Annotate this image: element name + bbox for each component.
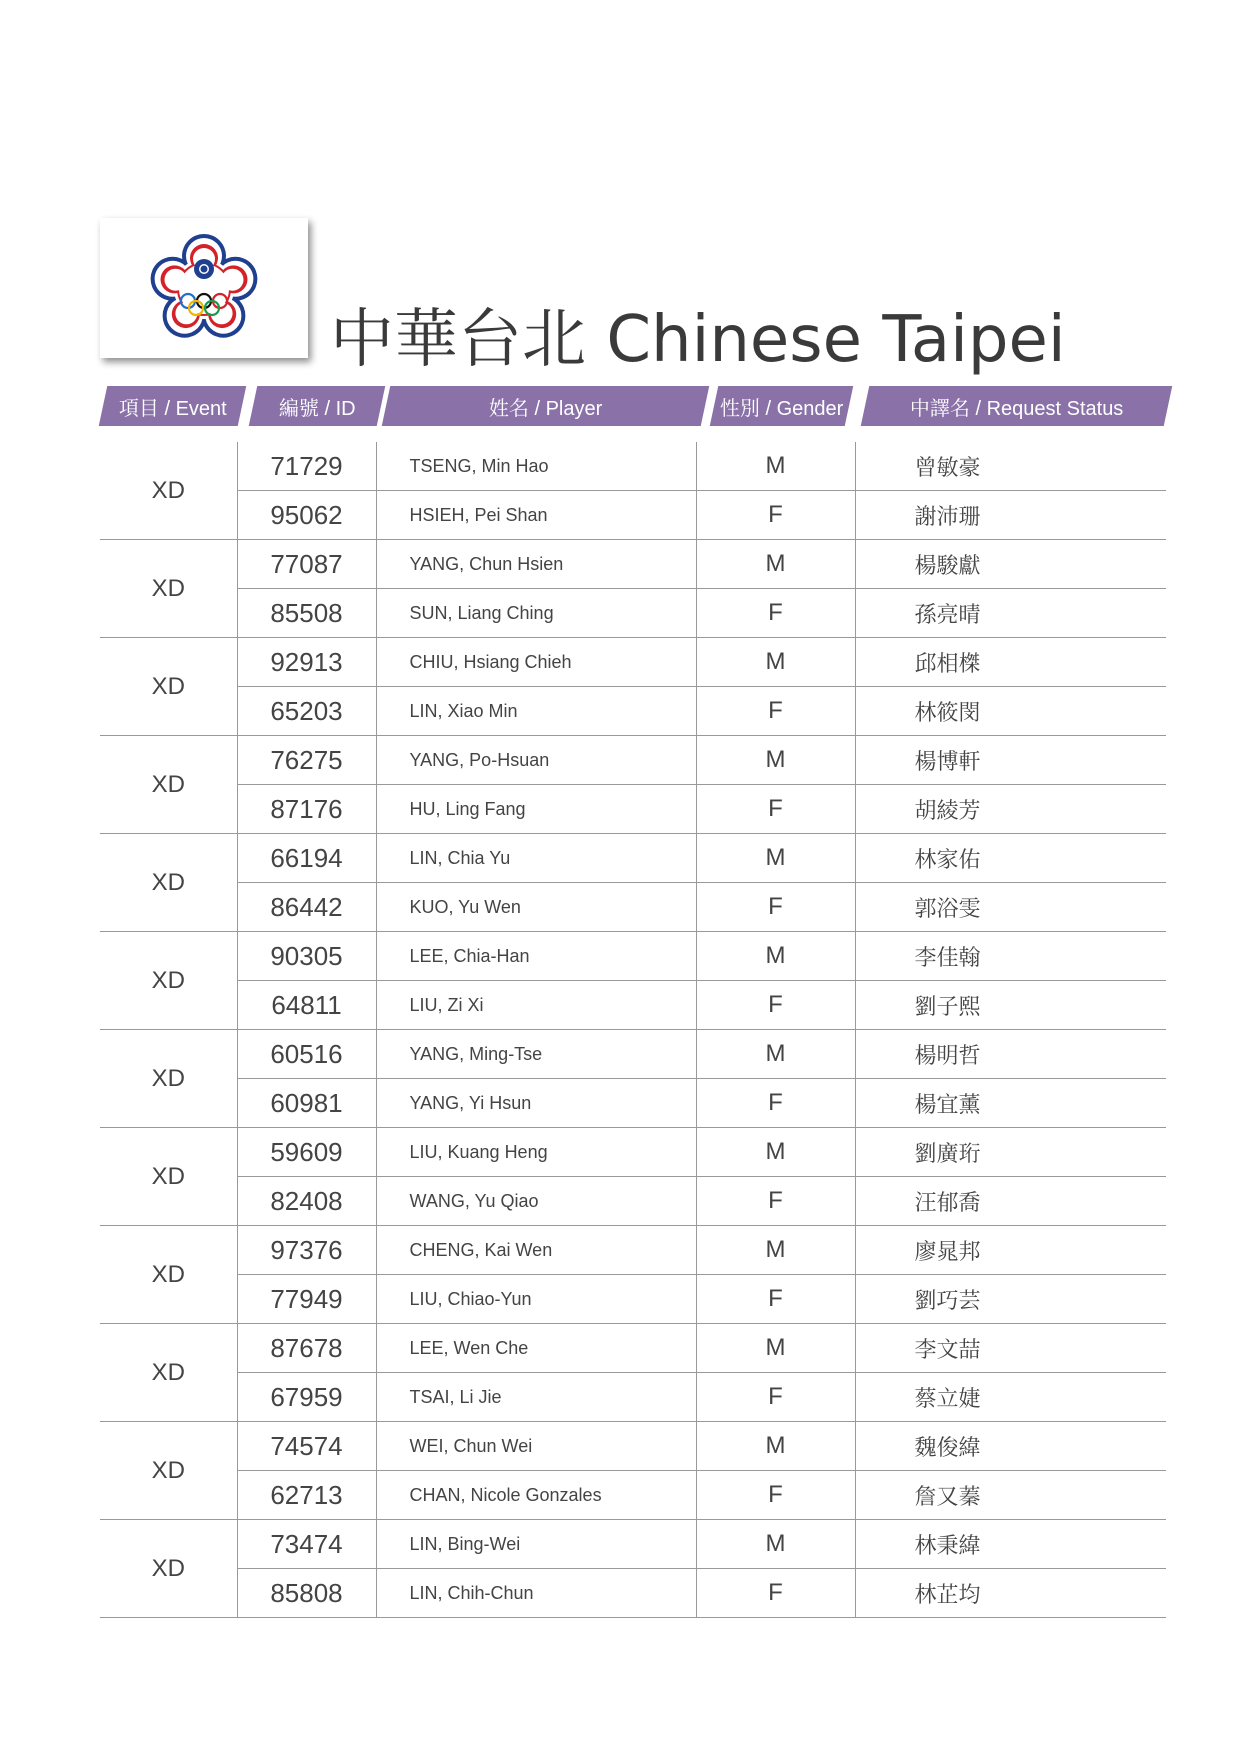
gender-cell: M [696,1030,855,1079]
id-cell: 90305 [237,932,376,981]
gender-cell: F [696,1373,855,1422]
table-row [100,883,1166,932]
id-cell: 87678 [237,1324,376,1373]
gender-cell: M [696,442,855,491]
event-cell: XD [100,736,237,834]
id-cell: 62713 [237,1471,376,1520]
gender-cell: F [696,687,855,736]
event-cell: XD [100,1030,237,1128]
id-cell: 76275 [237,736,376,785]
gender-cell: F [696,883,855,932]
player-name-cell: HSIEH, Pei Shan [376,491,696,540]
table-row [100,1030,1166,1079]
id-cell: 66194 [237,834,376,883]
chinese-name-cell: 李文喆 [855,1324,1166,1373]
chinese-name-cell: 魏俊緯 [855,1422,1166,1471]
table-row [100,638,1166,687]
id-cell: 74574 [237,1422,376,1471]
player-name-cell: YANG, Po-Hsuan [376,736,696,785]
player-name-cell: TSAI, Li Jie [376,1373,696,1422]
gender-cell: F [696,981,855,1030]
chinese-name-cell: 林筱閔 [855,687,1166,736]
plum-blossom-emblem-icon [143,229,265,347]
chinese-name-cell: 詹又蓁 [855,1471,1166,1520]
player-name-cell: LIU, Kuang Heng [376,1128,696,1177]
event-cell: XD [100,932,237,1030]
player-name-cell: CHENG, Kai Wen [376,1226,696,1275]
table-row [100,491,1166,540]
header-gender: 性別 / Gender [710,386,854,426]
chinese-name-cell: 李佳翰 [855,932,1166,981]
page-title: 中華台北 Chinese Taipei [330,303,1066,377]
id-cell: 85808 [237,1569,376,1618]
gender-cell: M [696,1324,855,1373]
event-cell: XD [100,834,237,932]
chinese-name-cell: 謝沛珊 [855,491,1166,540]
gender-cell: F [696,1471,855,1520]
player-name-cell: TSENG, Min Hao [376,442,696,491]
table-row [100,589,1166,638]
player-name-cell: LIU, Zi Xi [376,981,696,1030]
table-row [100,1324,1166,1373]
gender-cell: F [696,1177,855,1226]
id-cell: 60981 [237,1079,376,1128]
player-name-cell: YANG, Ming-Tse [376,1030,696,1079]
player-name-cell: CHIU, Hsiang Chieh [376,638,696,687]
chinese-name-cell: 劉子熙 [855,981,1166,1030]
id-cell: 92913 [237,638,376,687]
player-name-cell: YANG, Yi Hsun [376,1079,696,1128]
table-row [100,1079,1166,1128]
chinese-name-cell: 劉廣珩 [855,1128,1166,1177]
player-name-cell: LIN, Bing-Wei [376,1520,696,1569]
chinese-name-cell: 楊明哲 [855,1030,1166,1079]
table-row [100,785,1166,834]
chinese-name-cell: 胡綾芳 [855,785,1166,834]
player-name-cell: LIN, Chia Yu [376,834,696,883]
id-cell: 87176 [237,785,376,834]
player-name-cell: LEE, Chia-Han [376,932,696,981]
table-row [100,1520,1166,1569]
player-name-cell: LEE, Wen Che [376,1324,696,1373]
player-name-cell: HU, Ling Fang [376,785,696,834]
table-row [100,1422,1166,1471]
event-cell: XD [100,1226,237,1324]
event-cell: XD [100,442,237,540]
chinese-name-cell: 郭浴雯 [855,883,1166,932]
id-cell: 67959 [237,1373,376,1422]
chinese-name-cell: 蔡立婕 [855,1373,1166,1422]
event-cell: XD [100,638,237,736]
player-name-cell: SUN, Liang Ching [376,589,696,638]
id-cell: 71729 [237,442,376,491]
gender-cell: F [696,785,855,834]
id-cell: 60516 [237,1030,376,1079]
gender-cell: M [696,638,855,687]
table-row [100,1128,1166,1177]
gender-cell: M [696,834,855,883]
chinese-name-cell: 廖晁邦 [855,1226,1166,1275]
gender-cell: F [696,589,855,638]
id-cell: 85508 [237,589,376,638]
event-cell: XD [100,540,237,638]
gender-cell: M [696,1226,855,1275]
player-name-cell: KUO, Yu Wen [376,883,696,932]
player-list-table [100,442,1166,1618]
header-id: 編號 / ID [249,386,386,426]
event-cell: XD [100,1422,237,1520]
player-name-cell: YANG, Chun Hsien [376,540,696,589]
header-player: 姓名 / Player [382,386,710,426]
table-row [100,736,1166,785]
gender-cell: F [696,1569,855,1618]
id-cell: 65203 [237,687,376,736]
player-name-cell: WEI, Chun Wei [376,1422,696,1471]
table-row [100,442,1166,491]
chinese-name-cell: 劉巧芸 [855,1275,1166,1324]
player-name-cell: WANG, Yu Qiao [376,1177,696,1226]
event-cell: XD [100,1520,237,1618]
table-row [100,1275,1166,1324]
chinese-name-cell: 孫亮晴 [855,589,1166,638]
id-cell: 86442 [237,883,376,932]
gender-cell: F [696,1275,855,1324]
gender-cell: M [696,736,855,785]
header-event: 項目 / Event [99,386,247,426]
gender-cell: M [696,540,855,589]
chinese-name-cell: 楊宜薰 [855,1079,1166,1128]
id-cell: 77949 [237,1275,376,1324]
id-cell: 73474 [237,1520,376,1569]
event-cell: XD [100,1324,237,1422]
table-row [100,687,1166,736]
chinese-name-cell: 林芷均 [855,1569,1166,1618]
table-row [100,981,1166,1030]
table-row [100,540,1166,589]
player-name-cell: LIN, Chih-Chun [376,1569,696,1618]
chinese-name-cell: 楊駿獻 [855,540,1166,589]
table-row [100,1373,1166,1422]
table-row [100,834,1166,883]
chinese-name-cell: 楊博軒 [855,736,1166,785]
gender-cell: F [696,1079,855,1128]
player-name-cell: CHAN, Nicole Gonzales [376,1471,696,1520]
id-cell: 95062 [237,491,376,540]
table-row [100,1569,1166,1618]
id-cell: 77087 [237,540,376,589]
gender-cell: M [696,1422,855,1471]
gender-cell: M [696,1128,855,1177]
table-row [100,932,1166,981]
id-cell: 59609 [237,1128,376,1177]
chinese-name-cell: 林秉緯 [855,1520,1166,1569]
header-request-status: 中譯名 / Request Status [861,386,1173,426]
gender-cell: F [696,491,855,540]
id-cell: 64811 [237,981,376,1030]
chinese-name-cell: 林家佑 [855,834,1166,883]
gender-cell: M [696,932,855,981]
gender-cell: M [696,1520,855,1569]
chinese-name-cell: 曾敏豪 [855,442,1166,491]
player-name-cell: LIN, Xiao Min [376,687,696,736]
table-row [100,1226,1166,1275]
table-row [100,1177,1166,1226]
chinese-name-cell: 邱相榤 [855,638,1166,687]
chinese-name-cell: 汪郁喬 [855,1177,1166,1226]
player-name-cell: LIU, Chiao-Yun [376,1275,696,1324]
table-row [100,1471,1166,1520]
id-cell: 82408 [237,1177,376,1226]
event-cell: XD [100,1128,237,1226]
id-cell: 97376 [237,1226,376,1275]
chinese-taipei-olympic-flag [100,218,308,358]
